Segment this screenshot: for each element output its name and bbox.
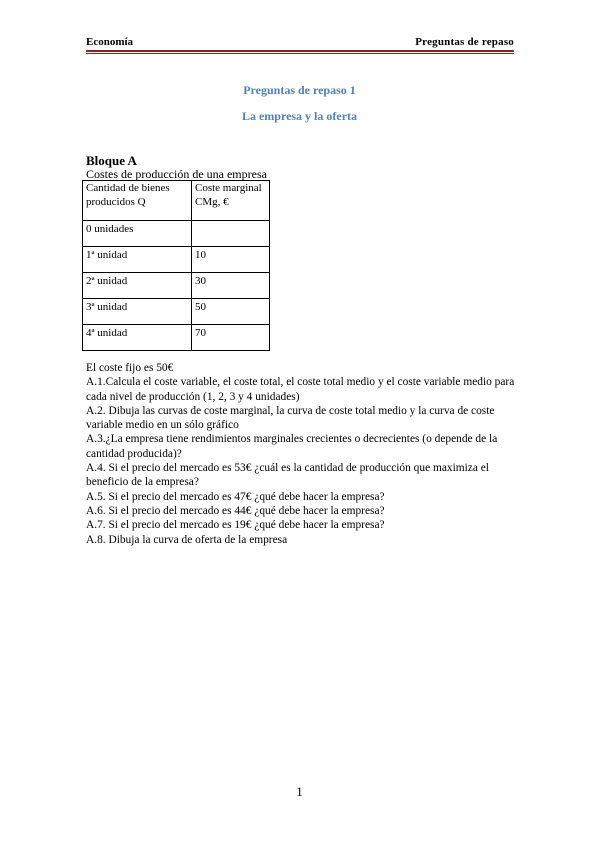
table-cell: 3ª unidad [83,299,192,325]
table-caption: Costes de producción de una empresa [86,167,267,181]
header-rule-thin [86,53,514,54]
table-header-row [83,181,270,221]
table-cell: 0 unidades [83,221,192,247]
question-a1: A.1.Calcula el coste variable, el coste total, el coste total medio y el coste variable medio para cada nivel de producción (1, 2, 3 y 4 unidades) [86,376,515,403]
block-heading: Bloque A [86,153,137,168]
table-cell: 10 [192,247,270,273]
table-row [83,247,270,273]
header-subject: Economía [86,36,134,48]
table-cell: 70 [192,325,270,351]
costs-table [82,180,270,351]
question-a6: A.6. Si el precio del mercado es 44€ ¿qué debe hacer la empresa? [86,504,385,517]
document-title: Preguntas de repaso 1 [243,83,356,97]
page-header [86,34,514,52]
table-cell: 2ª unidad [83,273,192,299]
page-number: 1 [296,784,303,799]
table-row [83,221,270,247]
fixed-cost-statement: El coste fijo es 50€ [86,362,174,374]
question-a2: A.2. Dibuja las curvas de coste marginal, la curva de coste total medio y la curva de coste variable medio en un sólo gráfico [86,404,495,432]
question-a4: A.4. Si el precio del mercado es 53€ ¿cuál es la cantidad de producción que maximiza el beneficio de la empresa? [86,462,489,489]
table-row [83,299,270,325]
header-rule [86,50,514,52]
table-cell: 50 [192,299,270,325]
table-cell: 4ª unidad [83,325,192,351]
header-doc-title: Preguntas de repaso [415,36,514,48]
question-a5: A.5. Si el precio del mercado es 47€ ¿qué debe hacer la empresa? [86,490,385,503]
question-a8: A.8. Dibuja la curva de oferta de la empresa [86,533,288,546]
question-a7: A.7. Si el precio del mercado es 19€ ¿qué debe hacer la empresa? [86,519,385,532]
questions-body [86,361,516,547]
table-cell [192,221,270,247]
table-cell: 30 [192,273,270,299]
question-a3: A.3.¿La empresa tiene rendimientos marginales crecientes o decrecientes (o depende de la cantidad producida)? [86,433,498,460]
table-header-cell: Cantidad de bienes producidos Q [83,181,192,221]
table-row [83,273,270,299]
table-row [83,325,270,351]
table-cell: 1ª unidad [83,247,192,273]
table-header-cell: Coste marginal CMg, € [192,181,270,221]
document-subtitle: La empresa y la oferta [241,109,358,123]
